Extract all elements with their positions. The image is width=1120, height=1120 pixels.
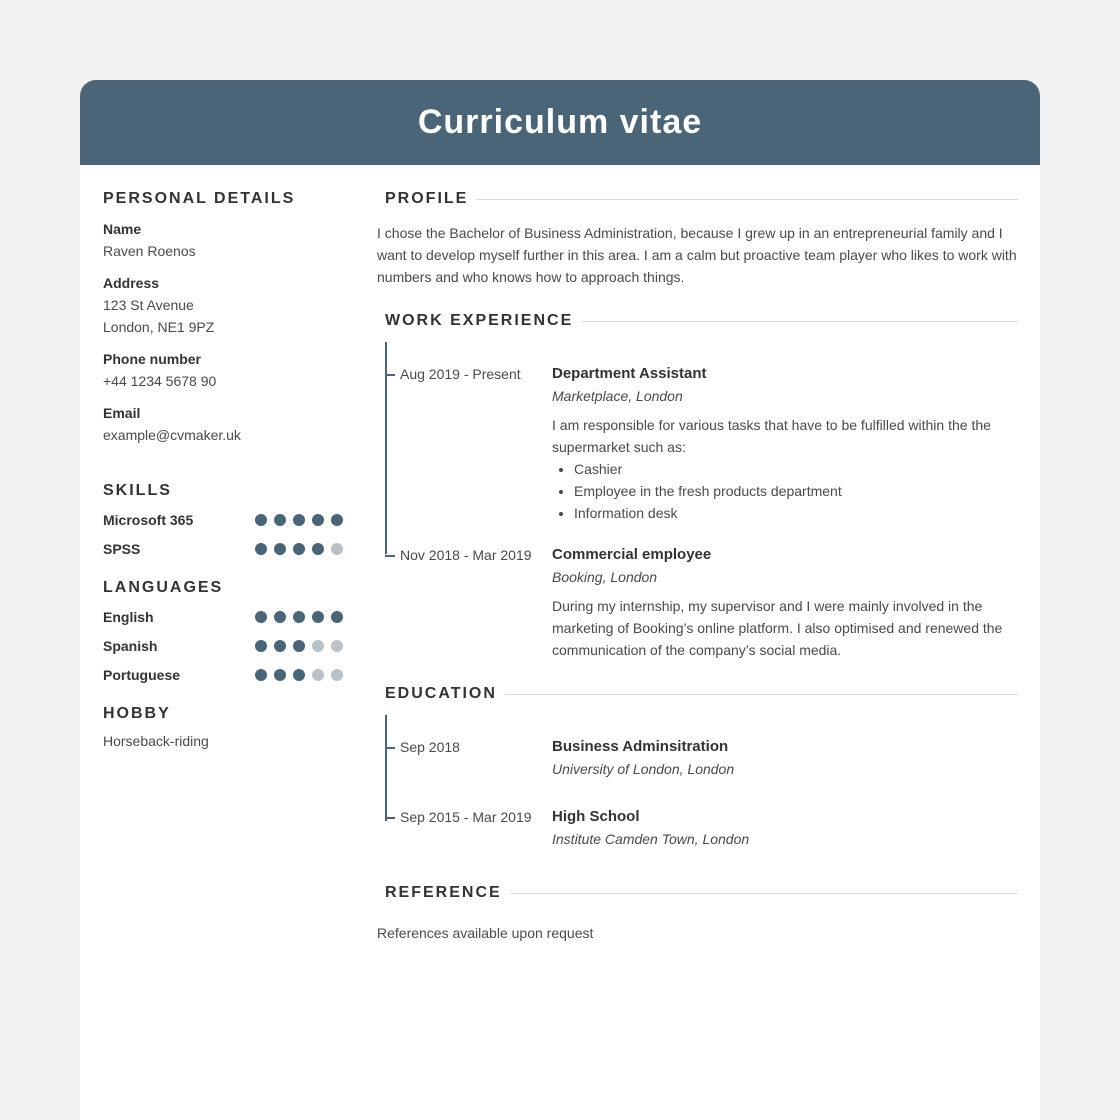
rating-dot-filled [312,543,324,555]
rating-dot-filled [293,669,305,681]
work-timeline [385,342,1018,661]
phone-field [103,348,343,392]
work-org: Booking, London [552,569,658,585]
rating-dot-filled [274,640,286,652]
reference-section [377,884,1018,944]
work-date [385,363,552,524]
rating-dot-filled [255,669,267,681]
rating-dot-filled [293,514,305,526]
work-entry [385,363,1018,524]
address-line-2: London, NE1 9PZ [103,319,215,335]
education-degree: Business Adminsitration [552,738,729,755]
work-org: Marketplace, London [552,388,683,404]
work-date-text: Aug 2019 - Present [400,366,521,382]
work-desc: I am responsible for various tasks that have to be fulfilled within the the supermarket such as: [552,417,991,455]
education-body [552,806,1018,850]
rating-label: Microsoft 365 [103,511,194,528]
education-timeline [385,715,1018,850]
rating-dot-filled [312,611,324,623]
rating-dot-filled [293,611,305,623]
reference-header [381,884,1018,902]
email-field [103,402,343,446]
rating-dots [255,514,343,526]
section-divider [510,893,1018,894]
rating-dot-filled [331,514,343,526]
address-label: Address [103,275,160,291]
reference-text: References available upon request [377,925,594,941]
rating-dot-filled [255,611,267,623]
work-experience-heading: WORK EXPERIENCE [385,312,574,329]
rating-dot-filled [293,640,305,652]
profile-section [377,190,1018,288]
work-body [552,363,1018,524]
name-field [103,218,343,262]
skills-list [103,505,343,563]
rating-dots [255,611,343,623]
left-column [103,190,343,749]
profile-heading: PROFILE [385,190,469,207]
profile-text: I chose the Bachelor of Business Administration, because I grew up in an entrepreneurial family and I want to develop myself further in this area. I am a calm but proactive team player who likes to work with numbers and who knows how to approach things. [377,225,1017,285]
rating-dot-filled [331,611,343,623]
rating-dot-filled [255,640,267,652]
work-date-text: Nov 2018 - Mar 2019 [400,547,532,563]
rating-dot-empty [331,640,343,652]
education-institution: University of London, London [552,761,735,777]
education-section [377,685,1018,850]
education-body [552,736,1018,780]
education-heading: EDUCATION [385,685,497,702]
education-date-text: Sep 2015 - Mar 2019 [400,809,532,825]
work-date [385,544,552,661]
rating-label: Portuguese [103,666,181,683]
personal-details-section [103,190,343,446]
section-divider [505,694,1018,695]
rating-dot-filled [274,611,286,623]
timeline-tick [385,374,395,376]
work-role: Commercial employee [552,546,712,563]
work-experience-header [381,312,1018,330]
rating-label: Spanish [103,637,158,654]
hobby-section [103,705,343,749]
work-body [552,544,1018,661]
rating-dot-empty [312,640,324,652]
rating-dots [255,543,343,555]
education-institution: Institute Camden Town, London [552,831,750,847]
rating-dots [255,669,343,681]
rating-dot-empty [331,543,343,555]
rating-row [103,631,343,660]
reference-heading: REFERENCE [385,884,502,901]
cv-page [80,80,1040,1120]
rating-dot-empty [331,669,343,681]
email-value: example@cvmaker.uk [103,427,241,443]
rating-label: English [103,608,154,625]
work-entry [385,544,1018,661]
personal-details-heading: PERSONAL DETAILS [103,190,296,207]
work-desc: During my internship, my supervisor and I were mainly involved in the marketing of Booking’s online platform. I also optimised and renewed the communication of the company’s social media. [552,598,1003,658]
address-field [103,272,343,338]
rating-row [103,534,343,563]
bullet-item: • Employee in the fresh products department [574,480,1018,502]
address-line-1: 123 St Avenue [103,297,194,313]
education-date [385,806,552,850]
section-divider [476,199,1018,200]
work-experience-section [377,312,1018,661]
hobby-heading: HOBBY [103,705,171,722]
education-header [381,685,1018,703]
skills-heading: SKILLS [103,482,172,499]
rating-row [103,602,343,631]
education-entry [385,736,1018,780]
email-label: Email [103,405,141,421]
rating-label: SPSS [103,540,141,557]
rating-row [103,505,343,534]
bullet-item: • Information desk [574,502,1018,524]
rating-dot-filled [274,514,286,526]
cv-title: Curriculum vitae [417,103,703,141]
languages-section [103,579,343,689]
phone-label: Phone number [103,351,202,367]
bullet-item: • Cashier [574,458,1018,480]
education-date-text: Sep 2018 [400,739,460,755]
languages-list [103,602,343,689]
hobby-text: Horseback-riding [103,733,209,749]
education-entry [385,806,1018,850]
education-degree: High School [552,808,640,825]
rating-dot-filled [255,543,267,555]
work-role: Department Assistant [552,365,707,382]
cv-header [80,80,1040,165]
profile-header [381,190,1018,208]
education-date [385,736,552,780]
languages-heading: LANGUAGES [103,579,224,596]
rating-dot-filled [274,543,286,555]
right-column [377,190,1018,944]
name-value: Raven Roenos [103,243,196,259]
name-label: Name [103,221,142,237]
work-bullets [552,458,1018,524]
timeline-tick [385,747,395,749]
rating-dot-filled [293,543,305,555]
rating-dot-filled [255,514,267,526]
rating-dot-filled [274,669,286,681]
rating-dots [255,640,343,652]
section-divider [581,321,1018,322]
phone-value: +44 1234 5678 90 [103,373,217,389]
rating-dot-empty [312,669,324,681]
rating-dot-filled [312,514,324,526]
skills-section [103,482,343,563]
timeline-tick [385,555,395,557]
rating-row [103,660,343,689]
timeline-tick [385,817,395,819]
